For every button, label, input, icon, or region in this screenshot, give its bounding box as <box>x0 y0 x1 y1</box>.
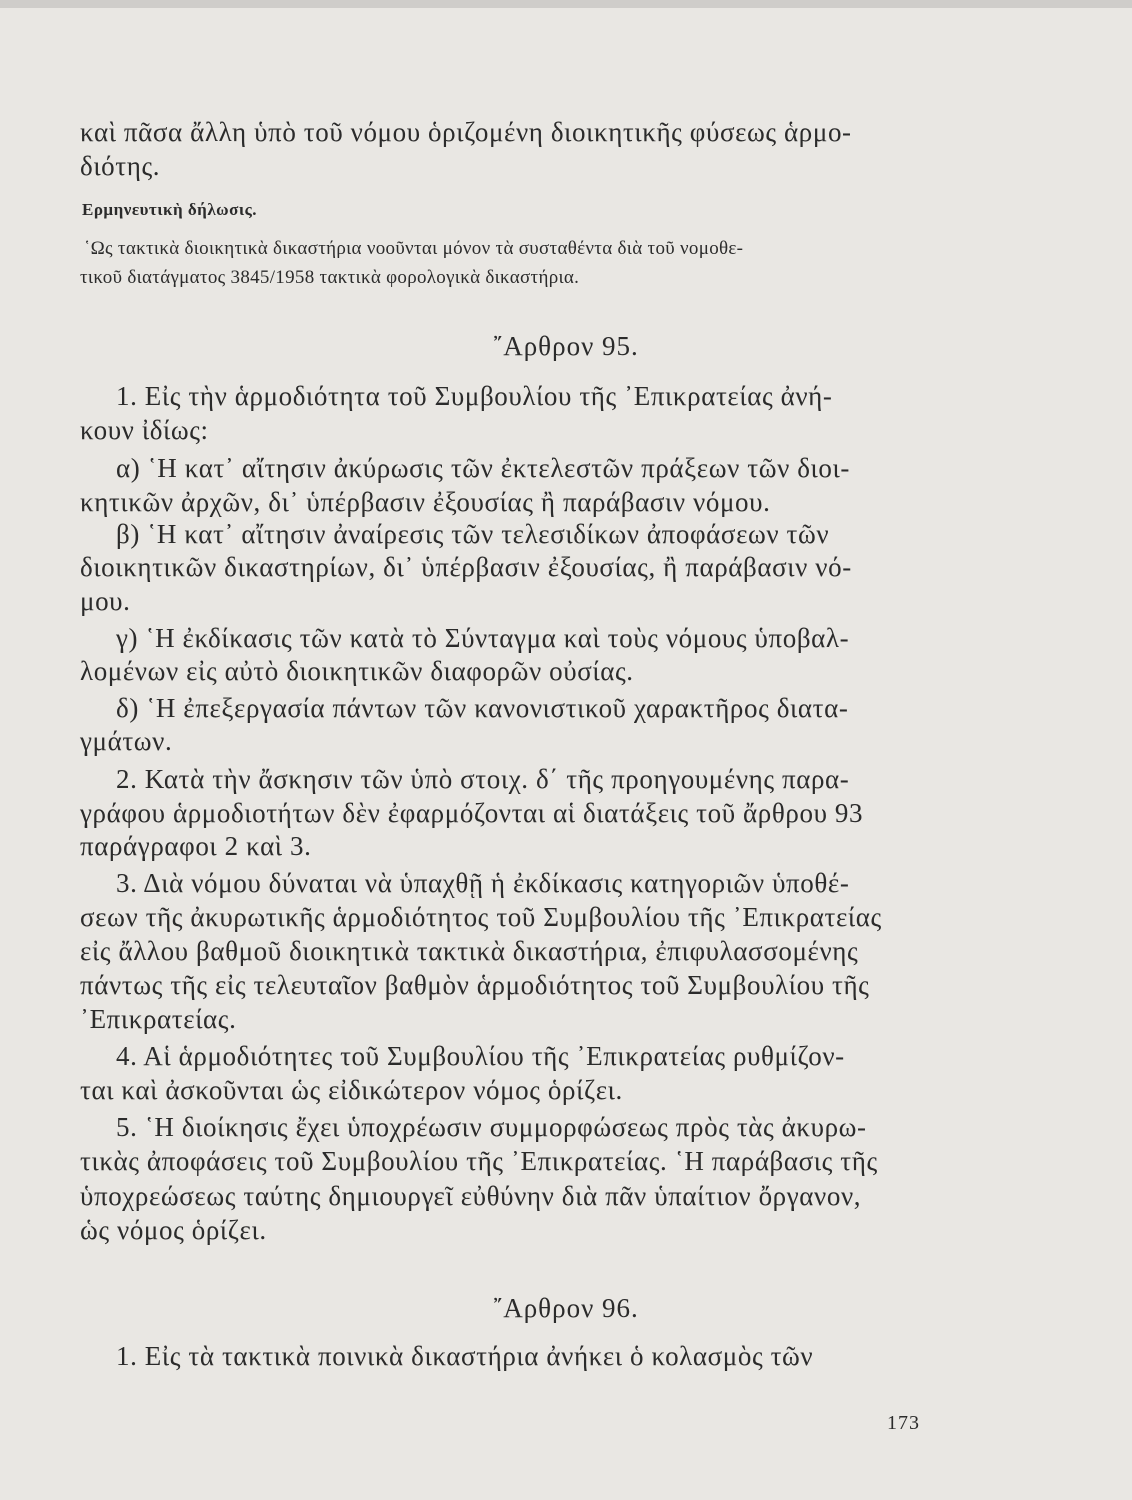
text-line: σεων τῆς ἀκυρωτικῆς ἁρμοδιότητος τοῦ Συμβουλίου τῆς ᾿Επικρατείας <box>80 902 882 932</box>
text-line: γράφου ἁρμοδιοτήτων δὲν ἐφαρμόζονται αἱ διατάξεις τοῦ ἄρθρου 93 <box>80 798 864 828</box>
text-line: κητικῶν ἀρχῶν, δι᾿ ὑπέρβασιν ἐξουσίας ἢ παράβασιν νόμου. <box>80 487 771 517</box>
text-line: παράγραφοι 2 καὶ 3. <box>80 831 312 861</box>
note-line: τικοῦ διατάγματος 3845/1958 τακτικὰ φορολογικὰ δικαστήρια. <box>80 267 580 288</box>
text-line: α) ῾Η κατ᾿ αἴτησιν ἀκύρωσις τῶν ἐκτελεστῶν πράξεων τῶν διοι- <box>116 453 850 483</box>
text-line: γ) ῾Η ἐκδίκασις τῶν κατὰ τὸ Σύνταγμα καὶ τοὺς νόμους ὑποβαλ- <box>116 623 850 653</box>
text-line: β) ῾Η κατ᾿ αἴτησιν ἀναίρεσις τῶν τελεσιδίκων ἀποφάσεων τῶν <box>116 519 830 549</box>
article-heading-95: ῎Αρθρον 95. <box>493 331 639 361</box>
text-line: 1. Εἰς τὴν ἁρμοδιότητα τοῦ Συμβουλίου τῆς ᾿Επικρατείας ἀνή- <box>116 381 833 411</box>
text-line: ᾿Επικρατείας. <box>80 1004 237 1034</box>
article-heading-96: ῎Αρθρον 96. <box>493 1293 639 1323</box>
text-line: τικὰς ἀποφάσεις τοῦ Συμβουλίου τῆς ᾿Επικρατείας. ῾Η παράβασις τῆς <box>80 1146 878 1176</box>
text-line: δ) ῾Η ἐπεξεργασία πάντων τῶν κανονιστικοῦ χαρακτῆρος διατα- <box>116 693 849 723</box>
text-line: εἰς ἄλλου βαθμοῦ διοικητικὰ τακτικὰ δικαστήρια, ἐπιφυλασσομένης <box>80 936 859 966</box>
text-line: πάντως τῆς εἰς τελευταῖον βαθμὸν ἁρμοδιότητος τοῦ Συμβουλίου τῆς <box>80 970 870 1000</box>
text-line: κουν ἰδίως: <box>80 415 209 445</box>
text-line: γμάτων. <box>80 726 173 756</box>
text-line: 1. Εἰς τὰ τακτικὰ ποινικὰ δικαστήρια ἀνήκει ὁ κολασμὸς τῶν <box>116 1341 814 1371</box>
text-line: ὑποχρεώσεως ταύτης δημιουργεῖ εὐθύνην διὰ πᾶν ὑπαίτιον ὄργανον, <box>80 1181 862 1211</box>
interpretive-note-label: Ερμηνευτικὴ δήλωσις. <box>82 200 258 219</box>
page-top-edge <box>0 0 1132 8</box>
text-line: 4. Αἱ ἁρμοδιότητες τοῦ Συμβουλίου τῆς ᾿Επικρατείας ρυθμίζον- <box>116 1041 845 1071</box>
text-line: διοικητικῶν δικαστηρίων, δι᾿ ὑπέρβασιν ἐξουσίας, ἢ παράβασιν νό- <box>80 552 852 582</box>
note-line: ῾Ως τακτικὰ διοικητικὰ δικαστήρια νοοῦνται μόνον τὰ συσταθέντα διὰ τοῦ νομοθε- <box>84 238 744 259</box>
text-line: ται καὶ ἀσκοῦνται ὡς εἰδικώτερον νόμος ὁρίζει. <box>80 1075 623 1105</box>
text-line: διότης. <box>80 151 161 181</box>
text-line: λομένων εἰς αὐτὸ διοικητικῶν διαφορῶν οὐσίας. <box>80 656 634 686</box>
text-line: 5. ῾Η διοίκησις ἔχει ὑποχρέωσιν συμμορφώσεως πρὸς τὰς ἀκυρω- <box>116 1112 867 1142</box>
text-line: μου. <box>80 586 131 616</box>
text-line: 3. Διὰ νόμου δύναται νὰ ὑπαχθῇ ἡ ἐκδίκασις κατηγοριῶν ὑποθέ- <box>116 868 850 898</box>
text-line: ὡς νόμος ὁρίζει. <box>80 1215 267 1245</box>
page-number: 173 <box>887 1412 920 1434</box>
text-line: 2. Κατὰ τὴν ἄσκησιν τῶν ὑπὸ στοιχ. δ΄ τῆς προηγουμένης παρα- <box>116 764 850 794</box>
text-line: καὶ πᾶσα ἄλλη ὑπὸ τοῦ νόμου ὁριζομένη διοικητικῆς φύσεως ἁρμο- <box>80 117 852 147</box>
